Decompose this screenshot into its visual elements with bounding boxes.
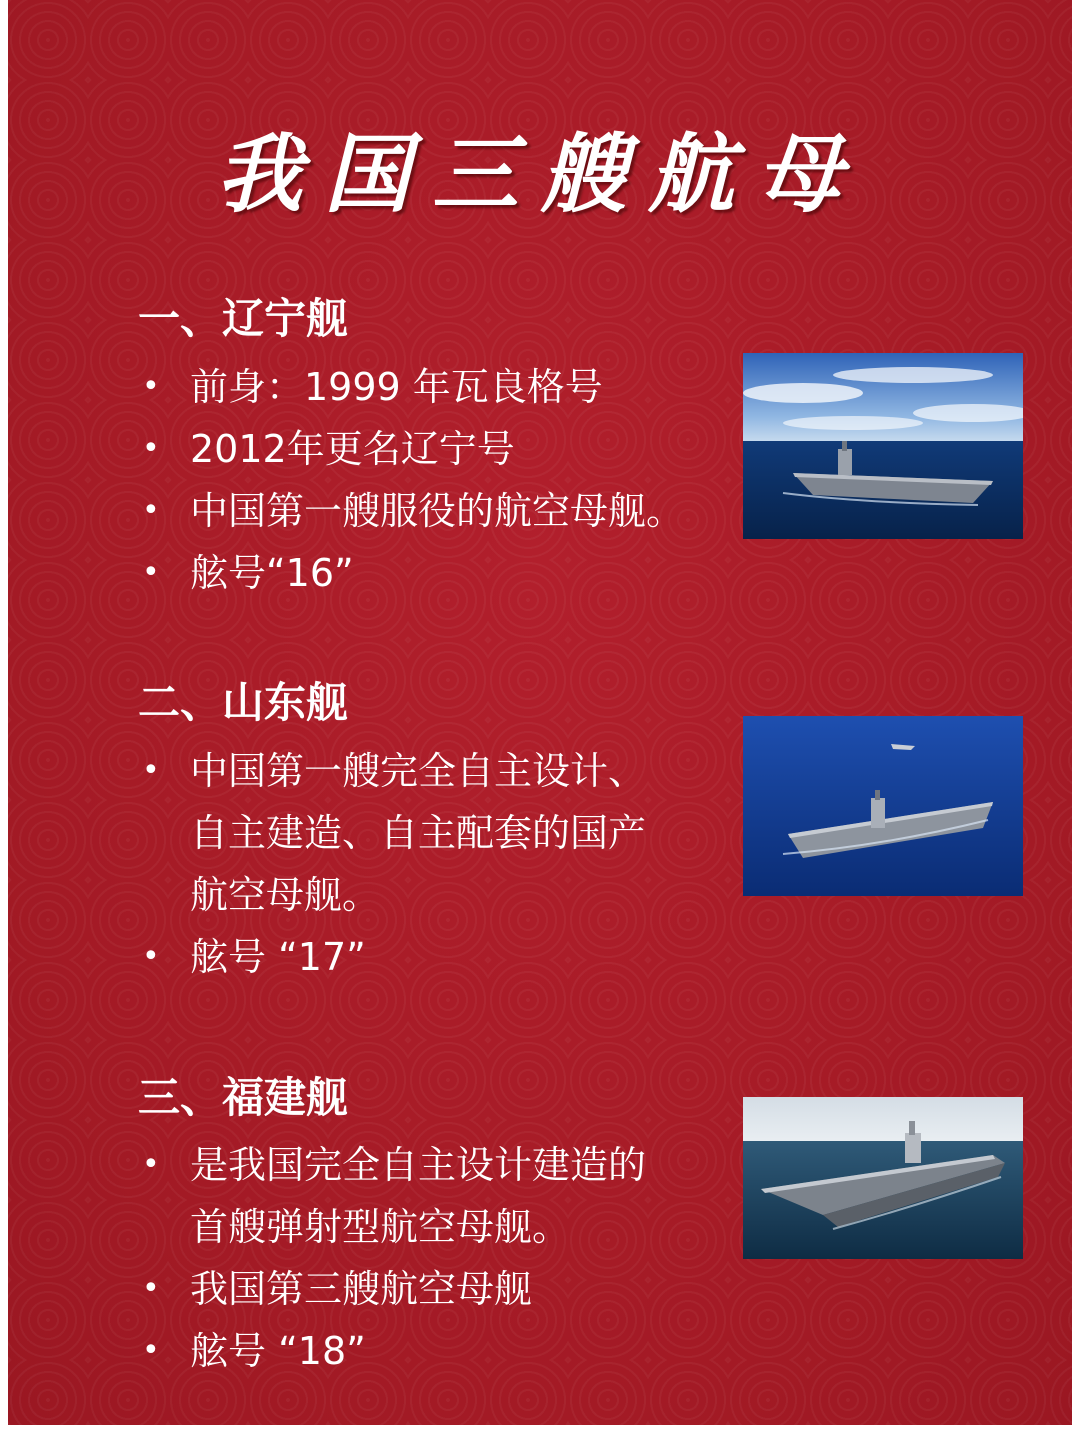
list-item: • 前身：1999 年瓦良格号 [138,356,684,418]
list-item: • 舷号 “17” [138,926,646,988]
list-item: • 舷号 “18” [138,1320,646,1382]
section-list-liaoning [138,356,684,604]
section-heading-liaoning: 一、辽宁舰 [138,294,349,343]
list-item: • 我国第三艘航空母舰 [138,1258,646,1320]
liaoning-carrier-photo [743,353,1023,539]
page-title: 我国三艘航母 [216,124,864,225]
bullet-icon: • [142,431,160,466]
list-item-continuation: 自主建造、自主配套的国产 [190,811,647,855]
list-item: • 2012年更名辽宁号 [138,418,684,480]
list-item: • 中国第一艘完全自主设计、 [138,740,646,802]
list-item-continuation: 航空母舰。 [190,873,381,917]
shandong-carrier-photo [743,716,1023,896]
bullet-icon: • [142,1271,160,1306]
list-item: • 舷号“16” [138,542,684,604]
fujian-carrier-photo [743,1097,1023,1259]
section-heading-fujian: 三、福建舰 [138,1073,349,1122]
bullet-icon: • [142,753,160,788]
bullet-icon: • [142,555,160,590]
bullet-icon: • [142,493,160,528]
section-heading-shandong: 二、山东舰 [138,678,349,727]
bullet-icon: • [142,369,160,404]
list-item-continuation: 首艘弹射型航空母舰。 [190,1205,571,1249]
section-list-shandong [138,740,646,988]
list-item: • 中国第一艘服役的航空母舰。 [138,480,684,542]
bullet-icon: • [142,1147,160,1182]
poster-page [8,0,1072,1425]
bullet-icon: • [142,939,160,974]
list-item: • 是我国完全自主设计建造的 [138,1134,646,1196]
section-list-fujian [138,1134,646,1382]
bullet-icon: • [142,1333,160,1368]
